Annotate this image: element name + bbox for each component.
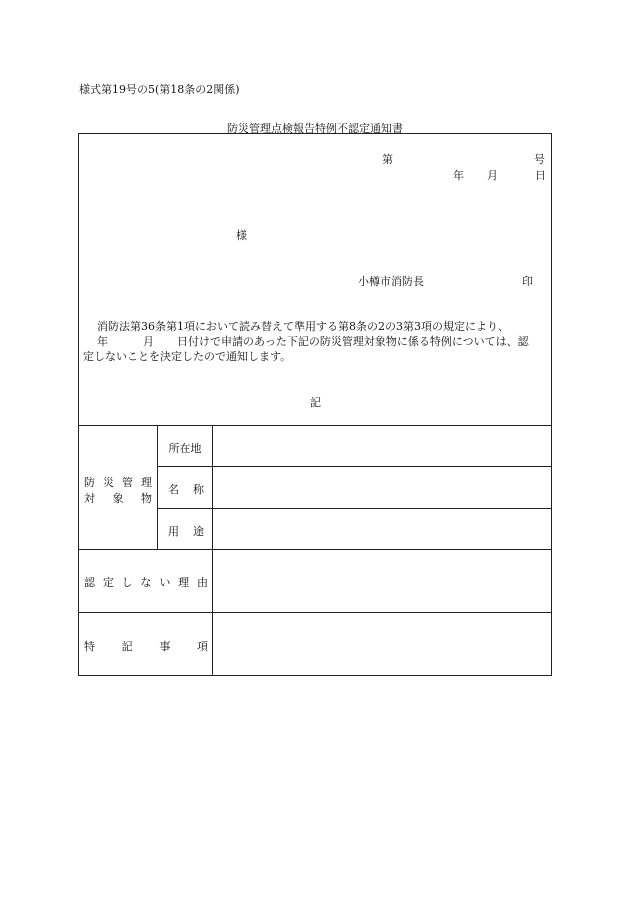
notes-label: [84, 638, 208, 654]
reason-char: 定: [102, 576, 114, 589]
name-char: 称: [193, 483, 204, 496]
reason-char: い: [159, 576, 171, 589]
name-char: 名: [168, 483, 179, 496]
document-title: 防災管理点検報告特例不認定通知書: [227, 122, 403, 135]
seal-mark: 印: [522, 275, 533, 288]
reason-char: 理: [178, 576, 190, 589]
body-line-2-year: 年: [97, 335, 108, 348]
location-label: 所在地: [168, 442, 202, 455]
notes-char: 特: [84, 640, 95, 653]
date-month-label: 月: [487, 169, 498, 182]
object-label-line-2: [84, 490, 152, 506]
object-char: 対: [84, 492, 95, 505]
reason-char: 認: [84, 576, 95, 589]
number-suffix: 号: [534, 153, 545, 166]
notes-char: 事: [159, 640, 171, 653]
object-label-line-1: [84, 474, 152, 490]
table-top-line: [78, 425, 552, 426]
issuer-name: 小樽市消防長: [358, 275, 424, 288]
body-line-3: 定しないことを決定したので通知します。: [83, 350, 292, 363]
object-char: 管: [122, 476, 133, 489]
ki-marker: 記: [310, 396, 321, 409]
object-char: 災: [103, 476, 114, 489]
date-year-label: 年: [453, 169, 464, 182]
body-line-1: 消防法第36条第1項において読み替えて準用する第8条の2の3第3項の規定により、: [97, 320, 509, 333]
notes-char: 記: [121, 640, 133, 653]
row-divider-3: [78, 549, 552, 550]
name-label: [168, 481, 204, 497]
row-divider-4: [78, 612, 552, 613]
reason-char: な: [140, 576, 152, 589]
object-char: 防: [84, 476, 95, 489]
object-char: 理: [141, 476, 152, 489]
object-char: 物: [141, 492, 152, 505]
number-prefix: 第: [382, 153, 393, 166]
row-divider-2: [157, 508, 552, 509]
use-char: 途: [193, 525, 204, 538]
use-char: 用: [168, 525, 179, 538]
body-line-2-month: 月: [143, 335, 154, 348]
date-day-label: 日: [535, 169, 546, 182]
body-line-2-rest: 日付けで申請のあった下記の防災管理対象物に係る特例については、認: [177, 335, 529, 348]
reason-char: 由: [196, 576, 208, 589]
use-label: [168, 523, 204, 539]
object-char: 象: [112, 492, 124, 505]
reason-char: し: [121, 576, 133, 589]
notes-char: 項: [196, 640, 208, 653]
col-divider-2: [212, 425, 213, 676]
addressee-suffix: 様: [236, 229, 247, 242]
reason-label: [84, 574, 208, 590]
form-number-label: 様式第19号の5(第18条の2関係): [79, 83, 240, 96]
row-divider-1: [157, 466, 552, 467]
